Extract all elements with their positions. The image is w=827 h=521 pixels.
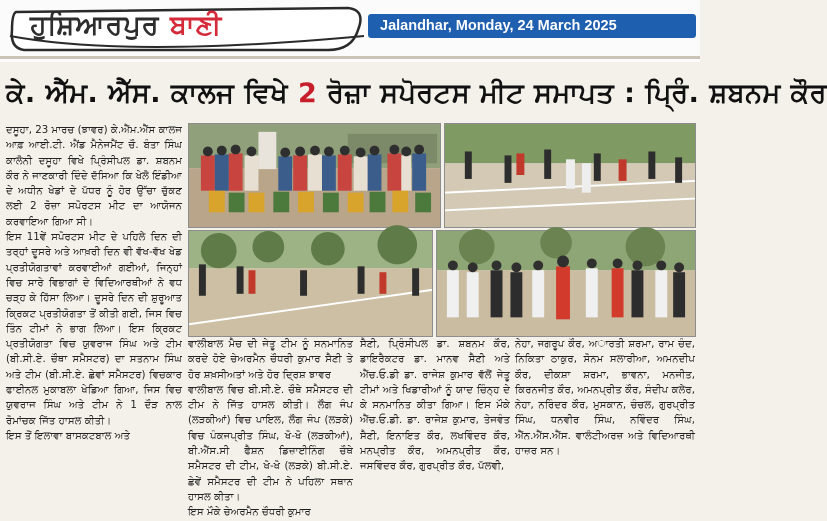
headline-part1: ਕੇ. ਐੱਮ. ਐੱਸ. ਕਾਲਜ ਵਿਖੇ xyxy=(6,78,289,109)
article-left-column xyxy=(6,123,182,503)
photo-award-ceremony xyxy=(436,230,696,337)
article-column-2 xyxy=(188,337,353,519)
article-paragraph: ਵਾਲੀਬਾਲ ਵਿਚ ਬੀ.ਸੀ.ਏ. ਚੌਥੇ ਸਮੈਸਟਰ ਦੀ ਟੀਮ ਨੇ ਜਿੱਤ ਹਾਸਲ ਕੀਤੀ। ਲੌਗ ਜੰਪ (ਲੜਕੀਆਂ) ਵਿਚ ਪਾਇਲ, ਲੌਗ ਜੰਪ (ਲੜਕੇ) ਵਿਚ ਪੰਕਜਪ੍ਰੀਤ ਸਿੰਘ, ਖੋ-ਖੋ (ਲੜਕੀਆਂ), ਬੀ.ਐੱਸ.ਸੀ ਫੈਸ਼ਨ ਡਿਜ਼ਾਈਨਿੰਗ ਚੌਥੇ ਸਮੈਸਟਰ ਦੀ ਟੀਮ, ਖੋ-ਖੋ (ਲੜਕੇ) ਬੀ.ਸੀ.ਏ. ਛੇਵੇਂ ਸਮੈਸਟਰ ਦੀ ਟੀਮ ਨੇ ਪਹਿਲਾ ਸਥਾਨ ਹਾਸਲ ਕੀਤਾ। xyxy=(188,384,353,503)
masthead xyxy=(0,0,700,62)
masthead-title-part1: ਹੁਸ਼ਿਆਰਪੁਰ xyxy=(30,10,160,41)
award-ceremony-image xyxy=(437,231,695,336)
article-column-3 xyxy=(360,337,510,503)
masthead-title-part2: ਬਾਣੀ xyxy=(169,10,223,41)
article-paragraph: ਸੈਣੀ, ਪ੍ਰਿੰਸੀਪਲ ਡਾ. ਸ਼ਬਨਮ ਕੌਰ, ਡਾਇਰੈਕਟਰ ਡਾ. ਮਾਨਵ ਸੈਣੀ ਅਤੇ ਐੱਚ.ਓ.ਡੀ ਡਾ. ਰਾਜੇਸ਼ ਕੁਮਾਰ ਵੱਲੋਂ ਜੇਤੂ ਟੀਮਾਂ ਅਤੇ ਖਿਡਾਰੀਆਂ ਨੂੰ ਯਾਦ ਚਿੰਨ੍ਹ ਦੇ ਕੇ ਸਨਮਾਨਿਤ ਕੀਤਾ ਗਿਆ। ਇਸ ਮੌਕੇ ਐੱਚ.ਓ.ਡੀ. ਡਾ. ਰਾਜੇਸ਼ ਕੁਮਾਰ, ਤੇਜਵੰਤ ਸੈਣੀ, ਇਨਾਇਤ ਕੌਰ, ਲਖਵਿੰਦਰ ਕੌਰ, ਮਨਪ੍ਰੀਤ ਕੌਰ, ਅਮਨਪ੍ਰੀਤ ਕੌਰ, ਜਸਵਿੰਦਰ ਕੌਰ, ਗੁਰਪ੍ਰੀਤ ਕੌਰ, ਪੱਲਵੀ, xyxy=(360,339,510,473)
article-paragraph: ਦਸੂਹਾ, 23 ਮਾਰਚ (ਝਾਵਰ) ਕੇ.ਐੱਮ.ਐੱਸ ਕਾਲਜ ਆਫ਼ ਆਈ.ਟੀ. ਐਂਡ ਮੈਨੇਜਮੈਂਟ ਚੌ. ਬੰਤਾ ਸਿੰਘ ਕਾਲੋਨੀ ਦਸੂਹਾ ਵਿਖੇ ਪ੍ਰਿੰਸੀਪਲ ਡਾ. ਸ਼ਬਨਮ ਕੌਰ ਨੇ ਜਾਣਕਾਰੀ ਦਿੰਦੇ ਦੱਸਿਆ ਕਿ ਖੇਲੋ ਇੰਡੀਆ ਦੇ ਅਧੀਨ ਖੇਡਾਂ ਦੇ ਪੱਧਰ ਨੂੰ ਹੋਰ ਉੱਚਾ ਚੁੱਕਣ ਲਈ 2 ਰੋਜ਼ਾ ਸਪੋਰਟਸ ਮੀਟ ਦਾ ਆਯੋਜਨ ਕਰਵਾਇਆ ਗਿਆ ਸੀ। xyxy=(6,125,182,228)
article-paragraph: ਨੇਹਾ, ਜਗਰੂਪ ਕੌਰ, ਅਾਰਤੀ ਸ਼ਰਮਾ, ਰਾਮ ਚੰਦ, ਨਿਕਿਤਾ ਠਾਕੁਰ, ਸੋਨਮ ਸਲਾਰੀਆ, ਅਮਨਦੀਪ ਕੌਰ, ਦੀਕਸ਼ਾ ਸ਼ਰਮਾ, ਭਾਵਨਾ, ਮਨਜੀਤ, ਕਿਰਨਜੀਤ ਕੌਰ, ਅਮਨਪ੍ਰੀਤ ਕੌਰ, ਸੰਦੀਪ ਕਲੇਰ, ਨੇਹਾ, ਨਰਿੰਦਰ ਕੌਰ, ਮੁਸਕਾਨ, ਚੰਚਲ, ਗੁਰਪ੍ਰੀਤ ਸਿੰਘ, ਧਨਵੀਰ ਸਿੰਘ, ਨਵਿੰਦਰ ਸਿੰਘ, ਐੱਨ.ਐੱਸ.ਐੱਸ. ਵਾਲੰਟੀਅਰਜ਼ ਅਤੇ ਵਿਦਿਆਰਥੀ ਹਾਜ਼ਰ ਸਨ। xyxy=(515,339,695,458)
photo-group-students xyxy=(188,123,441,228)
track-event-image xyxy=(445,124,695,227)
photo-track-event xyxy=(444,123,696,228)
article-paragraph: ਇਸ ਤੋਂ ਇਲਾਵਾ ਬਾਸਕਟਬਾਲ ਅਤੇ xyxy=(6,430,131,442)
article-paragraph: ਇਸ ਮੌਕੇ ਚੇਅਰਮੈਨ ਚੌਧਰੀ ਕੁਮਾਰ xyxy=(188,507,311,519)
field-event-image xyxy=(189,231,432,336)
photo-field-event xyxy=(188,230,433,337)
article-column-4 xyxy=(515,337,695,503)
dateline-banner: Jalandhar, Monday, 24 March 2025 xyxy=(368,14,696,38)
photo-caption: ਵਾਲੀਬਾਲ ਮੈਚ ਦੀ ਜੇਤੂ ਟੀਮ ਨੂੰ ਸਨਮਾਨਿਤ ਕਰਦੇ ਹੋਏ ਚੇਅਰਮੈਨ ਚੌਧਰੀ ਕੁਮਾਰ ਸੈਣੀ ਤੇ ਹੋਰ ਸ਼ਖ਼ਸੀਅਤਾਂ ਅਤੇ ਹੋਰ ਦ੍ਰਿਸ਼ ਝਾਵਰ xyxy=(188,339,353,381)
header-divider xyxy=(0,56,700,59)
masthead-title xyxy=(30,10,222,42)
headline-number: 2 xyxy=(297,78,318,109)
article-headline xyxy=(6,72,827,116)
headline-part2: ਰੋਜ਼ਾ ਸਪੋਰਟਸ ਮੀਟ ਸਮਾਪਤ : ਪ੍ਰਿੰ. ਸ਼ਬਨਮ ਕੌਰ xyxy=(327,78,827,109)
article-paragraph: ਇਸ 11ਵੇਂ ਸਪੋਰਟਸ ਮੀਟ ਦੇ ਪਹਿਲੇ ਦਿਨ ਦੀ ਤਰ੍ਹਾਂ ਦੂਸਰੇ ਅਤੇ ਆਖ਼ਰੀ ਦਿਨ ਵੀ ਵੱਖ-ਵੱਖ ਖੇਡ ਪ੍ਰਤੀਯੋਗਤਾਵਾਂ ਕਰਵਾਈਆਂ ਗਈਆਂ, ਜਿਨ੍ਹਾਂ ਵਿਚ ਸਾਰੇ ਵਿਭਾਗਾਂ ਦੇ ਵਿਦਿਆਰਥੀਆਂ ਨੇ ਵਧ ਚੜ੍ਹ ਕੇ ਹਿੱਸਾ ਲਿਆ। ਦੂਸਰੇ ਦਿਨ ਦੀ ਸ਼ੁਰੂਆਤ ਕ੍ਰਿਕਟ ਪ੍ਰਤੀਯੋਗਤਾ ਤੋਂ ਕੀਤੀ ਗਈ, ਜਿਸ ਵਿਚ ਤਿੰਨ ਟੀਮਾਂ ਨੇ ਭਾਗ ਲਿਆ। ਇਸ ਕ੍ਰਿਕਟ ਪ੍ਰਤੀਯੋਗਤਾ ਵਿਚ ਯੁਵਰਾਜ ਸਿੰਘ ਅਤੇ ਟੀਮ (ਬੀ.ਸੀ.ਏ. ਚੌਥਾ ਸਮੈਸਟਰ) ਦਾ ਸਤਨਾਮ ਸਿੰਘ ਅਤੇ ਟੀਮ (ਬੀ.ਸੀ.ਏ. ਛੇਵਾਂ ਸਮੈਸਟਰ) ਵਿਚਕਾਰ ਫਾਈਨਲ ਮੁਕਾਬਲਾ ਖੇਡਿਆ ਗਿਆ, ਜਿਸ ਵਿਚ ਯੁਵਰਾਜ ਸਿੰਘ ਅਤੇ ਟੀਮ ਨੇ 1 ਦੌੜ ਨਾਲ ਰੋਮਾਂਚਕ ਜਿੱਤ ਹਾਸਲ ਕੀਤੀ। xyxy=(6,232,182,427)
group-photo-image xyxy=(189,124,440,227)
